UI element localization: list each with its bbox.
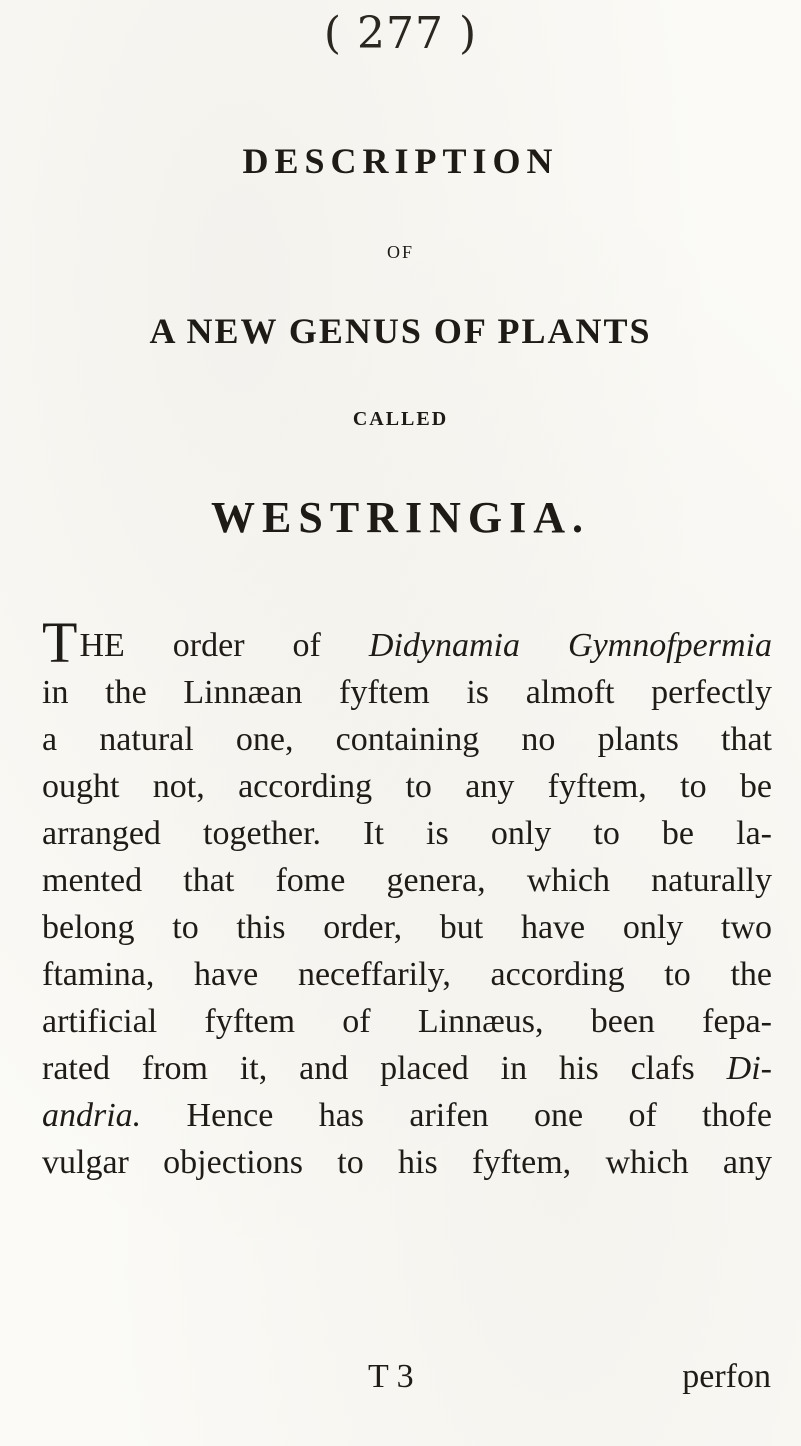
text-line	[42, 810, 772, 857]
heading-of: OF	[386, 242, 414, 262]
text-line	[42, 669, 772, 716]
text-run: a natural one, containing no plants that	[42, 721, 772, 758]
heading-description: DESCRIPTION	[242, 141, 559, 181]
text-line	[42, 716, 772, 763]
text-run: HE order of	[79, 627, 369, 664]
text-run: belong to this order, but have only two	[42, 909, 772, 946]
body-paragraph	[42, 610, 772, 1186]
drop-cap: T	[42, 610, 78, 675]
catchword: perfon	[682, 1358, 771, 1395]
page-number: ( 277 )	[323, 8, 478, 59]
signature-mark: T 3	[368, 1358, 414, 1395]
text-line	[42, 904, 772, 951]
text-run: in the Linnæan fyftem is almoft perfectly	[42, 674, 772, 711]
text-run: Hence has arifen one of thofe	[141, 1097, 772, 1134]
text-run: artificial fyftem of Linnæus, been fepa-	[42, 1003, 772, 1040]
text-line	[42, 1045, 772, 1092]
heading-called: CALLED	[352, 408, 449, 430]
text-run: mented that fome genera, which naturally	[42, 862, 772, 899]
italic-run: Di-	[726, 1050, 772, 1087]
text-line	[42, 1092, 772, 1139]
text-line	[42, 857, 772, 904]
text-run: ftamina, have neceffarily, according to the	[42, 956, 772, 993]
text-run: ought not, according to any fyftem, to be	[42, 768, 772, 805]
text-line	[42, 951, 772, 998]
text-line	[42, 998, 772, 1045]
text-run: vulgar objections to his fyftem, which any	[42, 1144, 772, 1181]
text-line	[42, 763, 772, 810]
italic-run: andria.	[42, 1097, 142, 1134]
heading-genus-name: WESTRINGIA.	[211, 493, 590, 542]
italic-run: Didynamia Gymnofpermia	[368, 627, 772, 664]
text-line	[42, 610, 772, 675]
text-run: arranged together. It is only to be la-	[42, 815, 772, 852]
heading-new-genus: A NEW GENUS OF PLANTS	[149, 311, 652, 351]
text-run: rated from it, and placed in his clafs	[42, 1050, 727, 1087]
text-line	[42, 1139, 772, 1186]
